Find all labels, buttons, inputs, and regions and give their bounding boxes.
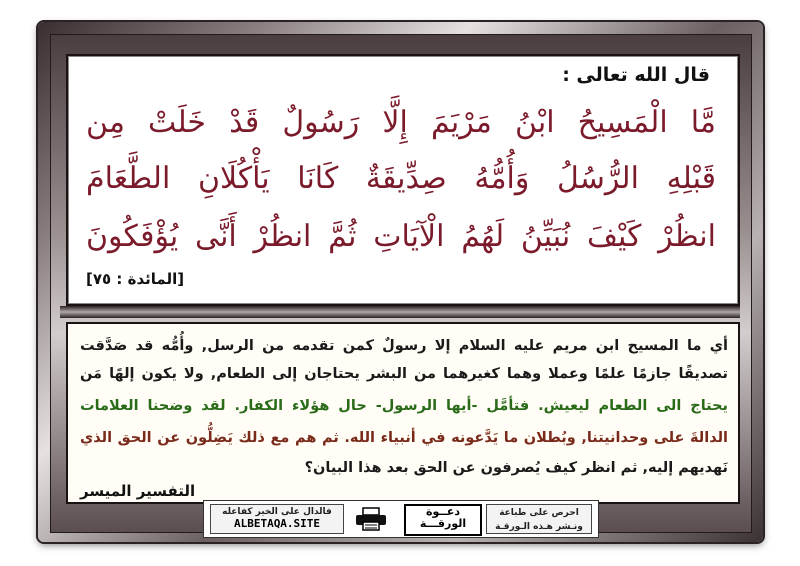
printer-icon [354, 507, 388, 531]
verse-line-2: قَبْلِهِ الرُّسُلُ وَأُمُّهُ صِدِّيقَةٌ كَانَا يَأْكُلَانِ الطَّعَامَ [86, 161, 716, 196]
verse-line-3: انظُرْ كَيْفَ نُبَيِّنُ لَهُمُ الْآيَاتِ ثُمَّ انظُرْ أَنَّى يُؤْفَكُونَ [86, 219, 716, 254]
tafsir-line-2: تصديقًا جازمًا علمًا وعملا وهما كغيرهما من البشر يحتاجان إلى الطعام, ولا يكون إلهًا مَن [80, 366, 728, 382]
footer-bar [203, 500, 599, 538]
tafsir-line-5: نَهديهم إليه, ثم انظر كيف يُصرفون عن الحق بعد هذا البيان؟ [304, 460, 728, 476]
footer-print-line-2: ونـشر هـذه الـورقـة [495, 522, 583, 532]
verse-reference: [المائدة : ٧٥] [86, 270, 185, 288]
frame-divider [60, 306, 740, 318]
footer-brand-logo: دعــوة الورقـــة [404, 504, 482, 536]
footer-slogan: فالدال على الخير كفاعله [222, 507, 332, 517]
tafsir-source: التفسير الميسر [80, 482, 196, 500]
tafsir-line-1: أي ما المسيح ابن مريم عليه السلام إلا رسولٌ كمن تقدمه من الرسل, وأُمُّه قد صَدَّقت [80, 338, 728, 354]
verse-line-1: مَّا الْمَسِيحُ ابْنُ مَرْيَمَ إِلَّا رَسُولٌ قَدْ خَلَتْ مِن [86, 105, 716, 140]
footer-site-link[interactable]: ALBETAQA.SITE [233, 517, 321, 530]
tafsir-line-4: الدالةَ على وحدانيتنا, وبُطلان ما يَدَّعونه في أنبياء الله. ثم هم مع ذلك يَضِلُّون عن الحق الذي [80, 430, 728, 446]
verse-heading: قال الله تعالى : [562, 64, 710, 86]
tafsir-line-3: يحتاج الى الطعام ليعيش. فتأمَّل -أيها الرسول- حال هؤلاء الكفار. لقد وضحنا العلامات [80, 398, 728, 414]
footer-print-line-1: احرص على طباعة [499, 508, 579, 518]
footer-site-box[interactable] [210, 504, 344, 534]
footer-print-box [486, 504, 592, 534]
